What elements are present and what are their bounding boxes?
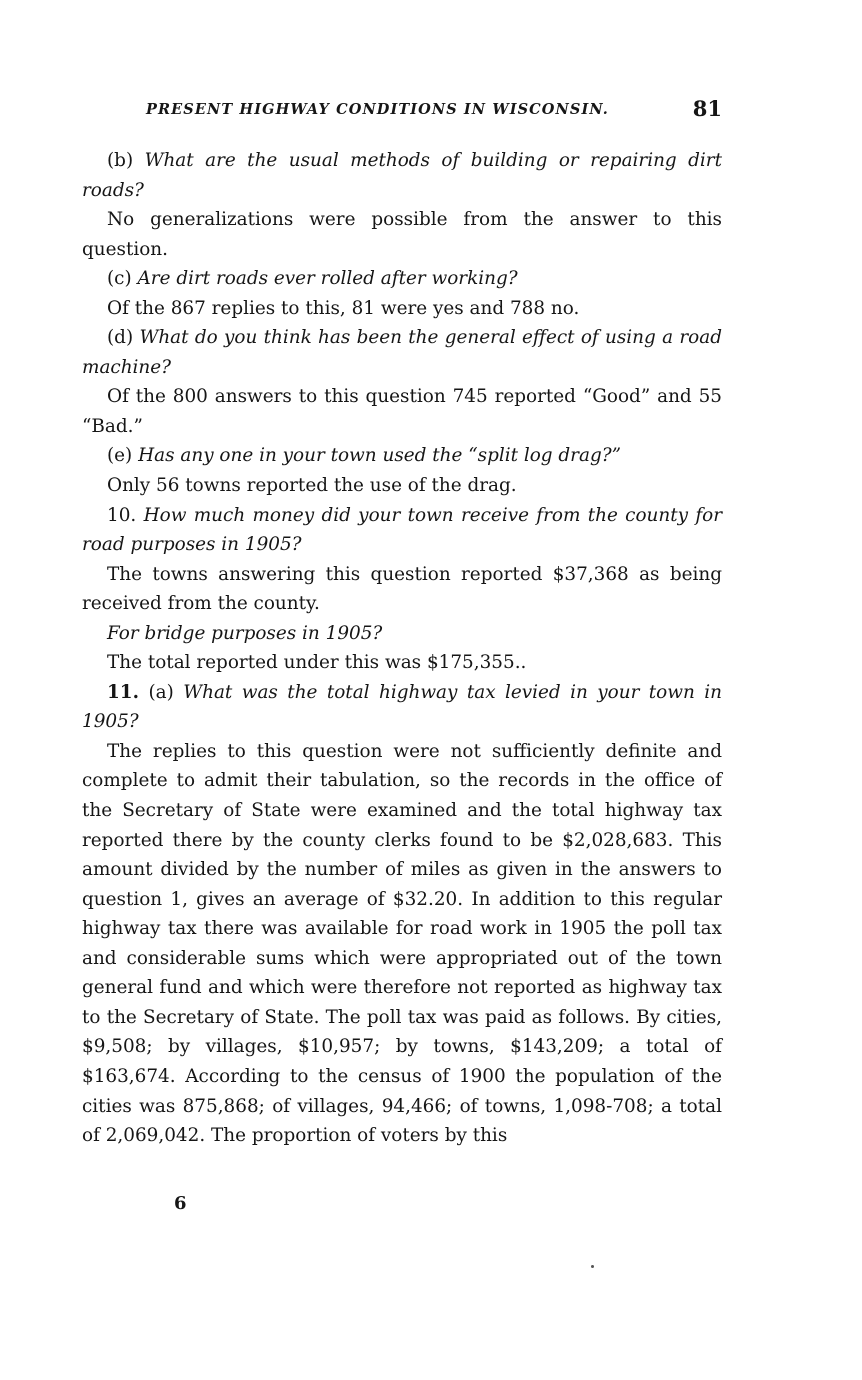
question-text: Has any one in your town used the “split log drag?” <box>138 445 621 467</box>
signature-mark: 6 <box>174 1193 187 1214</box>
answer-9c: Of the 867 replies to this, 81 were yes and 788 no. <box>107 297 580 319</box>
body-text <box>82 146 722 1151</box>
question-9b <box>82 146 722 205</box>
question-11a <box>82 678 722 737</box>
question-9e <box>82 441 722 471</box>
question-label: (c) <box>107 268 132 290</box>
question-text: What was the total highway tax levied in your town in 1905? <box>82 681 722 733</box>
question-label: (b) <box>107 150 134 171</box>
answer-10-bridge: The total reported under this was $175,355.. <box>107 652 527 674</box>
question-9d <box>82 323 722 382</box>
answer-11a: The replies to this question were not sufficiently definite and complete to admit their tabulation, so the records in the office of the Secretary of State were examined and the total highway tax reported there by the county clerks found to be $2,028,683. This amount divided by the number of miles as given in the answers to question 1, gives an average of $32.20. In addition to this regular highway tax there was available for road work in 1905 the poll tax and considerable sums which were appropriated out of the town general fund and which were therefore not reported as highway tax to the Secretary of State. The poll tax was paid as follows. By cities, $9,508; by villages, $10,957; by towns, $143,209; a total of $163,674. According to the census of 1900 the population of the cities was 875,868; of villages, 94,466; of towns, 1,098-708; a total of 2,069,042. The proportion of voters by this <box>82 740 722 1147</box>
print-speck <box>591 1265 594 1268</box>
page-number: 81 <box>692 96 722 121</box>
question-number: 11. <box>107 681 139 703</box>
question-text: What are the usual methods of building or repairing dirt roads? <box>82 150 722 201</box>
answer-9b: No generalizations were possible from the answer to this question. <box>82 209 722 260</box>
question-10-bridge <box>82 619 722 649</box>
answer-9d: Of the 800 answers to this question 745 reported “Good” and 55 “Bad.” <box>82 386 722 437</box>
question-label: (e) <box>107 445 133 467</box>
running-title: PRESENT HIGHWAY CONDITIONS IN WISCONSIN. <box>146 101 609 118</box>
question-label: (d) <box>107 327 134 349</box>
question-label: (a) <box>148 681 174 703</box>
answer-10: The towns answering this question reported $37,368 as being received from the county. <box>82 563 722 615</box>
question-text: For bridge purposes in 1905? <box>107 622 383 644</box>
running-head <box>146 96 722 126</box>
question-text: How much money did your town receive from the county for road purposes in 1905? <box>82 504 722 556</box>
question-10 <box>82 501 722 560</box>
question-9c <box>82 264 722 294</box>
answer-9e: Only 56 towns reported the use of the drag. <box>107 475 517 497</box>
question-text: Are dirt roads ever rolled after working? <box>137 268 518 290</box>
question-text: What do you think has been the general effect of using a road machine? <box>82 327 722 378</box>
question-number: 10. <box>107 504 137 526</box>
